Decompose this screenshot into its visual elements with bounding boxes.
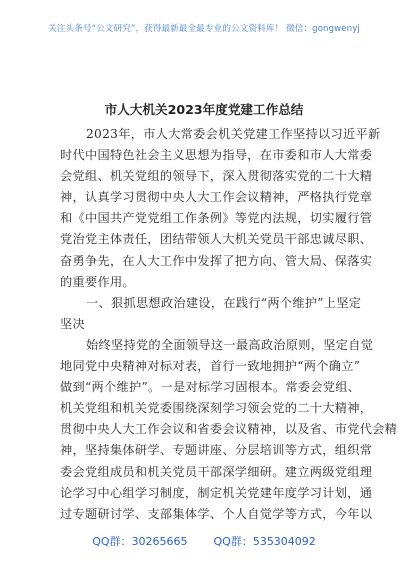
paragraph-line: 一、狠抓思想政治建设，在践行“两个维护”上坚定 <box>86 295 362 310</box>
paragraph-line: 做到“两个维护”。一是对标学习固根本。常委会党组、 <box>60 380 361 395</box>
footer-qq-group-2: QQ群：535304092 <box>213 535 316 548</box>
paragraph-line: 神，坚持集体研学、专题讲座、分层培训等方式，组织常 <box>60 443 373 458</box>
paragraph-line: 始终坚持党的全面领导这一最高政治原则，坚定自觉 <box>86 337 374 352</box>
footer-qq-group-1: QQ群：30265665 <box>92 535 188 548</box>
paragraph-line: 和《中国共产党党组工作条例》等党内法规，切实履行管 <box>60 211 373 226</box>
document-title: 市人大机关2023年度党建工作总结 <box>104 102 304 117</box>
document-body <box>60 124 398 525</box>
paragraph-line: 过专题研讨学、支部集体学、个人自觉学等方式，今年以 <box>60 506 373 521</box>
paragraph-line: 2023年，市人大常委会机关党建工作坚持以习近平新 <box>86 127 381 141</box>
paragraph-line: 坚决 <box>60 316 85 331</box>
paragraph-line: 会党组、机关党组的领导下，深入贯彻落实党的二十大精 <box>60 169 373 184</box>
paragraph-line: 贯彻中央人大工作会议和省委会议精神，以及省、市党代会精 <box>60 422 398 437</box>
header-banner: 关注头条号“公文研究”，获得最新最全最专业的公文资料库！ 微信：gongwenyj <box>48 24 360 34</box>
footer-contact <box>0 533 408 549</box>
paragraph-line: 时代中国特色社会主义思想为指导，在市委和市人大常委 <box>60 148 373 163</box>
paragraph-line: 的重要作用。 <box>60 274 135 289</box>
paragraph-line: 地同党中央精神对标对表，首行一致地拥护“两个确立” <box>60 359 361 374</box>
paragraph-line: 委会党组成员和机关党员干部深学细研。建立两级党组理 <box>60 464 373 479</box>
paragraph-line: 奋勇争先，在人大工作中发挥了把方向、管大局、保落实 <box>60 253 373 268</box>
paragraph-line: 党治党主体责任，团结带领人大机关党员干部忠诚尽职、 <box>60 232 373 247</box>
paragraph-line: 机关党组和机关党委围绕深刻学习领会党的二十大精神， <box>60 401 373 416</box>
paragraph-line: 论学习中心组学习制度，制定机关党建年度学习计划，通 <box>60 485 373 500</box>
paragraph-line: 神，认真学习贯彻中央人大工作会议精神，严格执行党章 <box>60 190 373 205</box>
